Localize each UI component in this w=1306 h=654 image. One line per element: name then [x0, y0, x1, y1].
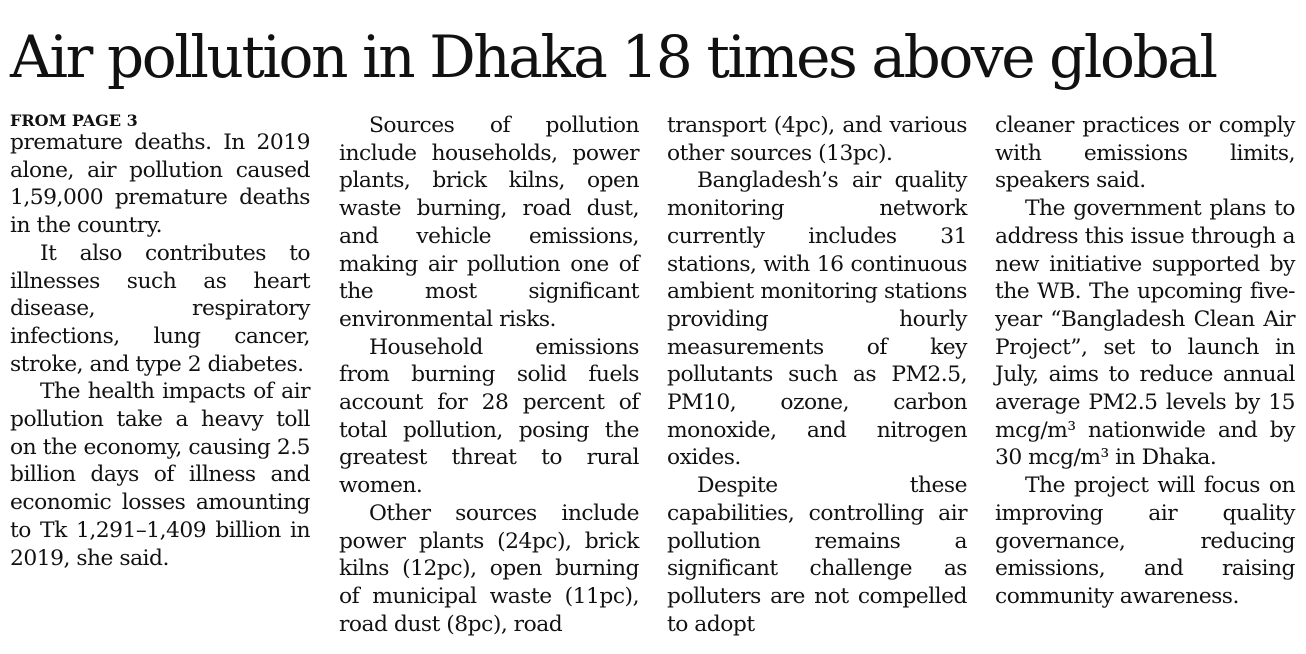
article-column-3: [667, 112, 967, 638]
paragraph: premature deaths. In 2019 alone, air pollution caused 1,59,000 premature deaths in the country.: [10, 130, 310, 239]
paragraph: It also contributes to illnesses such as heart disease, respiratory infections, lung cancer, stroke, and type 2 diabetes.: [10, 240, 310, 377]
paragraph: Other sources include power plants (24pc), brick kilns (12pc), open burning of municipal waste (11pc), road dust (8pc), road: [339, 500, 639, 637]
headline: Air pollution in Dhaka 18 times above global: [10, 23, 1216, 91]
paragraph: The project will focus on improving air quality governance, reducing emissions, and raising community awareness.: [995, 473, 1295, 609]
paragraph: cleaner practices or comply with emissions limits, speakers said.: [995, 113, 1295, 194]
article-column-1: [10, 112, 310, 572]
paragraph: Bangladesh’s air quality monitoring network currently includes 31 stations, with 16 continuous ambient monitoring stations providing hourly measurements of key pollutants such as PM2.5, PM10, ozone, carbon monoxide, and nitrogen oxides.: [667, 168, 967, 471]
paragraph: The government plans to address this issue through a new initiative supported by the WB. The upcoming five-year “Bangladesh Clean Air Project”, set to launch in July, aims to reduce annual average PM2.5 levels by 15 mcg/m³ nationwide and by 30 mcg/m³ in Dhaka.: [995, 196, 1295, 471]
article-column-2: [339, 112, 639, 638]
paragraph: The health impacts of air pollution take a heavy toll on the economy, causing 2.5 billion days of illness and economic losses amounting to Tk 1,291–1,409 billion in 2019, she said.: [10, 379, 310, 571]
continuation-kicker: FROM PAGE 3: [10, 111, 138, 130]
paragraph: transport (4pc), and various other sources (13pc).: [667, 113, 967, 166]
paragraph: Despite these capabilities, controlling air pollution remains a significant challenge as polluters are not compelled to adopt: [667, 473, 967, 637]
article-column-4: [995, 112, 1295, 611]
paragraph: Household emissions from burning solid fuels account for 28 percent of total pollution, posing the greatest threat to rural women.: [339, 334, 639, 499]
paragraph: Sources of pollution include households, power plants, brick kilns, open waste burning, road dust, and vehicle emissions, making air pollution one of the most significant environmental risks.: [339, 113, 639, 332]
